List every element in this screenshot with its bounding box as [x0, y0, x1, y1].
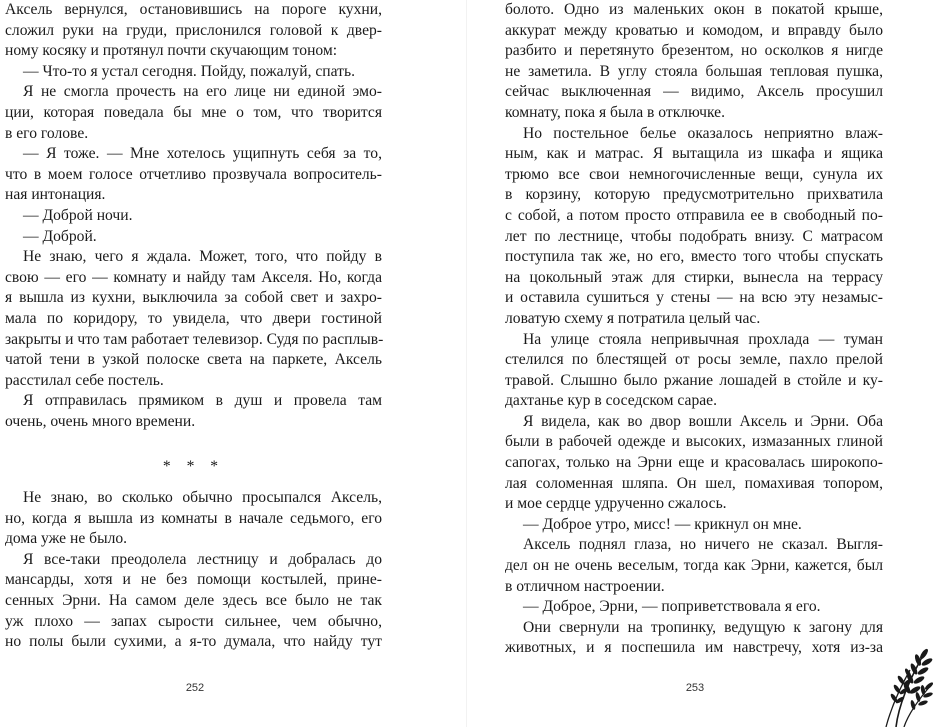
text-line: уж плохо — запах сырости сильнее, чем обычно, — [5, 612, 382, 630]
text-line: Я отправилась прямиком в душ и провела там — [23, 392, 382, 410]
text-line: Не знаю, во сколько обычно просыпался Аксель, — [23, 489, 382, 506]
text-line: сенных Эрни. На самом деле здесь все было не так — [5, 591, 382, 609]
text-line: и оставила сушиться у стены — на всю эту незамыс- — [505, 289, 883, 307]
left-page — [0, 0, 466, 727]
wheat-icon — [866, 640, 933, 727]
text-line: дел он не очень веселым, тогда как Эрни, кажется, был — [505, 557, 883, 575]
text-line: Я видела, как во двор вошли Аксель и Эрни. Оба — [523, 412, 883, 430]
text-line: сложил руки на груди, прислонился головой к двер- — [5, 21, 382, 39]
left-text-block-1 — [5, 0, 382, 432]
text-line: сейчас выключенная — видимо, Аксель просушил — [505, 83, 883, 101]
text-line: лая соломенная шляпа. Он шел, помахивая топором, — [505, 474, 883, 492]
text-line: — Доброй. — [23, 227, 97, 245]
text-line: Не знаю, чего я ждала. Может, того, что пойду в — [23, 248, 382, 266]
text-line: — Я тоже. — Мне хотелось ущипнуть себя за то, — [23, 145, 382, 163]
text-line: поступила так же, но его, вместо того чтобы спускать — [505, 248, 883, 266]
text-line: Я не смогла прочесть на его лице ни единой эмо- — [23, 83, 382, 101]
text-line: были в рабочей одежде и высоких, измазанных глиной — [505, 433, 883, 451]
text-line: и мое сердце удрученно сжалось. — [505, 495, 727, 513]
text-line: но полы были сухими, а я-то думала, что найду тут — [5, 633, 382, 651]
text-line: — Что-то я устал сегодня. Пойду, пожалуй, спать. — [23, 62, 355, 80]
text-line: лет по лестнице, чтобы подобрать внизу. С матрасом — [505, 227, 883, 245]
right-page — [466, 0, 933, 727]
text-line: на цокольный этаж для стирки, вынесла на террасу — [505, 268, 883, 286]
text-line: закрыты и что там работает телевизор. Судя по расплыв- — [5, 330, 384, 348]
text-line: свою — его — комнату и найду там Акселя. Но, когда — [5, 268, 382, 286]
text-line: мала по коридору, то увидела, что двери гостиной — [5, 309, 382, 327]
text-line: с собой, а потом просто отправила ее в свободный по- — [505, 206, 883, 224]
text-line: мансарды, хотя и не без помощи костылей, прине- — [5, 571, 382, 589]
right-text-block — [505, 0, 883, 659]
text-line: болото. Одно из маленьких окон в покатой крыше, — [505, 1, 883, 18]
text-line: сапогах, только на Эрни еще и красовалась широкопо- — [505, 454, 883, 472]
text-line: ная интонация. — [5, 186, 106, 204]
text-line: На улице стояла непривычная прохлада — туман — [523, 330, 883, 348]
text-line: чатой тени в узкой полоске света на паркете, Аксель — [5, 351, 382, 369]
text-line: Аксель вернулся, остановившись на пороге кухни, — [5, 1, 382, 18]
left-text-block-2 — [5, 488, 382, 653]
text-line: — Доброе, Эрни, — поприветствовала я его. — [523, 598, 821, 616]
text-line: Но постельное белье оказалось неприятно влаж- — [523, 124, 883, 142]
text-line: но, когда я вышла из комнаты в начале седьмого, его — [5, 509, 382, 527]
text-line: в его голове. — [5, 124, 89, 142]
text-line: что в моем голосе отчетливо прозвучала вопроситель- — [5, 165, 382, 183]
text-line: очень, очень много времени. — [5, 412, 196, 430]
page-number-right: 253 — [685, 682, 705, 694]
text-line: ному косяку и протянул почти скучающим тоном: — [5, 42, 338, 60]
text-line: — Доброе утро, мисс! — крикнул он мне. — [523, 515, 802, 533]
text-line: дома уже не было. — [5, 530, 128, 548]
text-line: в отличном настроении. — [505, 577, 665, 595]
text-line: аккурат между кроватью и комодом, и вправду было — [505, 21, 883, 39]
text-line: ным, как и матрас. Я вытащила из шкафа и ящика — [505, 145, 883, 163]
section-separator: * * * — [162, 458, 225, 475]
text-line: не заметила. В углу стояла большая тепловая пушка, — [505, 62, 883, 80]
text-line: расстилал себе постель. — [5, 371, 164, 389]
text-line: дахтанье кур в соседском сарае. — [505, 392, 717, 410]
text-line: ловатую схему я потратила целый час. — [505, 309, 761, 327]
text-line: — Доброй ночи. — [23, 206, 133, 224]
page-number-left: 252 — [185, 682, 205, 694]
text-line: травой. Слышно было ржание лошадей в стойле и ку- — [505, 371, 883, 389]
text-line: Они свернули на тропинку, ведущую к загону для — [523, 618, 883, 636]
text-line: в корзину, которую предусмотрительно прихватила — [505, 186, 883, 204]
text-line: стелился по блестящей от росы земле, пахло прелой — [505, 351, 883, 369]
text-line: животных, и я поспешила им навстречу, хотя из-за — [505, 639, 883, 657]
text-line: разбито и перетянуто брезентом, но осколков я нигде — [505, 42, 883, 60]
text-line: я вышла из кухни, выключила за собой свет и захро- — [5, 289, 382, 307]
text-line: комнату, пока я была в отключке. — [505, 103, 725, 121]
text-line: трюмо все свои немногочисленные вещи, сунула их — [505, 165, 883, 183]
text-line: Аксель поднял глаза, но ничего не сказал. Выгля- — [523, 536, 883, 554]
text-line: ции, которая поведала бы мне о том, что творится — [5, 103, 382, 121]
text-line: Я все-таки преодолела лестницу и добралась до — [23, 550, 382, 568]
